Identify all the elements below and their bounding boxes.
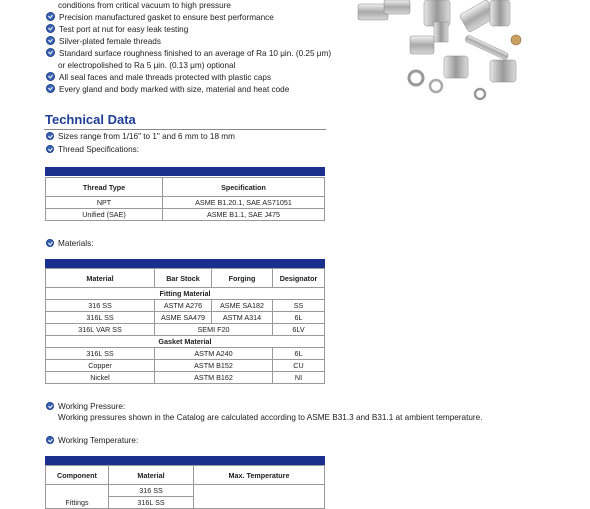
table-row: Fittings 316 SS: [46, 485, 325, 497]
divider: [44, 129, 326, 130]
check-bullet-icon: [46, 132, 54, 140]
check-bullet-icon: [46, 436, 54, 444]
temperature-table: [45, 465, 325, 509]
column-header: Specification: [163, 178, 325, 197]
feature-item: or electropolished to Ra 5 μin. (0.13 μm) optional: [58, 61, 236, 70]
feature-item: Standard surface roughness finished to an average of Ra 10 μin. (0.25 μm): [46, 48, 331, 60]
feature-item: Silver-plated female threads: [46, 36, 161, 48]
check-bullet-icon: [46, 12, 55, 21]
working-temperature-label: Working Temperature:: [46, 435, 138, 447]
column-header: Material: [46, 269, 155, 288]
section-title: Technical Data: [45, 112, 136, 127]
product-photo: [340, 0, 530, 108]
working-pressure-text: Working pressures shown in the Catalog are calculated according to ASME B31.3 and B31.1 at ambient temperature.: [58, 413, 483, 422]
table-subheader: Gasket Material: [46, 336, 325, 348]
table-header-bar: [45, 456, 325, 465]
table-row: 316L SS: [46, 497, 325, 509]
check-bullet-icon: [46, 402, 54, 410]
feature-item: Every gland and body marked with size, material and heat code: [46, 84, 289, 96]
column-header: Component: [46, 466, 109, 485]
table-row: Nickel ASTM B162 NI: [46, 372, 325, 384]
check-bullet-icon: [46, 84, 55, 93]
check-bullet-icon: [46, 145, 54, 153]
table-row: NPT ASME B1.20.1, SAE AS71051: [46, 197, 325, 209]
sizes-item: Sizes range from 1/16" to 1" and 6 mm to 18 mm: [46, 131, 235, 143]
feature-item: conditions from critical vacuum to high pressure: [58, 1, 231, 10]
check-bullet-icon: [46, 36, 55, 45]
table-row: Copper ASTM B152 CU: [46, 360, 325, 372]
table-row: 316L SS ASME SA479 ASTM A314 6L: [46, 312, 325, 324]
table-header-bar: [45, 167, 325, 176]
check-bullet-icon: [46, 72, 55, 81]
thread-table: [45, 177, 325, 221]
table-row: Unified (SAE) ASME B1.1, SAE J475: [46, 209, 325, 221]
feature-item: Test port at nut for easy leak testing: [46, 24, 188, 36]
materials-label: Materials:: [46, 238, 94, 250]
column-header: Forging: [212, 269, 273, 288]
check-bullet-icon: [46, 48, 55, 57]
materials-table: [45, 268, 325, 384]
table-subheader: Fitting Material: [46, 288, 325, 300]
check-bullet-icon: [46, 239, 54, 247]
feature-item: All seal faces and male threads protected with plastic caps: [46, 72, 271, 84]
check-bullet-icon: [46, 24, 55, 33]
table-row: 316L VAR SS SEMI F20 6LV: [46, 324, 325, 336]
working-pressure-label: Working Pressure:: [46, 401, 125, 413]
thread-spec-label: Thread Specifications:: [46, 144, 139, 156]
column-header: Designator: [273, 269, 325, 288]
table-row: 316 SS ASTM A276 ASME SA182 SS: [46, 300, 325, 312]
column-header: Thread Type: [46, 178, 163, 197]
table-header-bar: [45, 259, 325, 268]
column-header: Material: [109, 466, 194, 485]
column-header: Bar Stock: [155, 269, 212, 288]
column-header: Max. Temperature: [194, 466, 325, 485]
feature-item: Precision manufactured gasket to ensure best performance: [46, 12, 274, 24]
table-row: 316L SS ASTM A240 6L: [46, 348, 325, 360]
